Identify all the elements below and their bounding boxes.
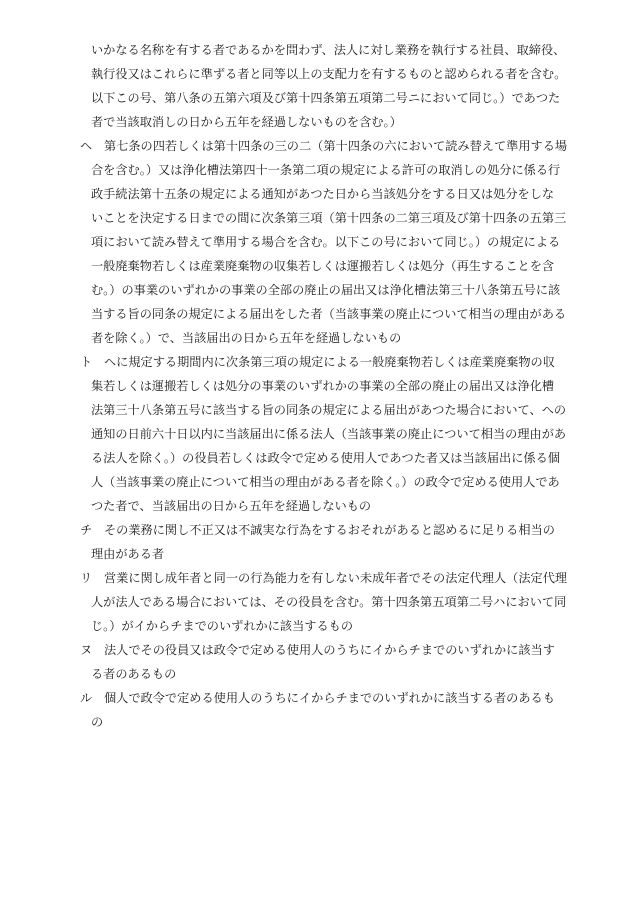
item-line: 通知の日前六十日以内に当該届出に係る法人（当該事業の廃止について相当の理由があ [91, 427, 567, 441]
item-line: る者のあるもの [91, 667, 177, 681]
item-line: 一般廃棄物若しくは産業廃棄物の収集若しくは運搬若しくは処分（再生することを含 [91, 259, 555, 273]
item-line: 人（当該事業の廃止について相当の理由がある者を除く。）の政令で定める使用人であ [91, 475, 560, 489]
continuation-line: いかなる名称を有する者であるかを問わず、法人に対し業務を執行する社員、取締役、 [91, 43, 566, 57]
item-line: つた者で、当該届出の日から五年を経過しないもの [91, 499, 372, 513]
continuation-line: 執行役又はこれらに準ずる者と同等以上の支配力を有するものと認められる者を含む。 [91, 67, 567, 81]
item-line: る法人を除く。）の役員若しくは政令で定める使用人であつた者又は当該届出に係る個 [91, 451, 560, 465]
item-marker: チ [80, 523, 93, 537]
item-line: の [91, 715, 104, 729]
item-marker: ル [80, 691, 93, 705]
item-line: 項において読み替えて準用する場合を含む。以下この号において同じ。）の規定による [91, 235, 561, 249]
item-line: 人が法人である場合においては、その役員を含む。第十四条第五項第二号ハにおいて同 [91, 595, 567, 609]
item-line: 法人でその役員又は政令で定める使用人のうちにイからチまでのいずれかに該当す [104, 643, 555, 657]
item-line: 合を含む。）又は浄化槽法第四十一条第二項の規定による許可の取消しの処分に係る行 [91, 163, 561, 177]
item-line: じ。）がイからチまでのいずれかに該当するもの [91, 619, 354, 633]
item-line: 法第三十八条第五号に該当する旨の同条の規定による届出があつた場合において、ヘの [91, 403, 567, 417]
item-line: いことを決定する日までの間に次条第三項（第十四条の二第三項及び第十四条の五第三 [91, 211, 567, 225]
item-line: 個人で政令で定める使用人のうちにイからチまでのいずれかに該当する者のあるも [104, 691, 555, 705]
continuation-line: 者で当該取消しの日から五年を経過しないものを含む。） [91, 115, 402, 129]
item-marker: ヌ [80, 643, 93, 657]
item-marker: ト [80, 355, 93, 369]
item-line: む。）の事業のいずれかの事業の全部の廃止の届出又は浄化槽法第三十八条第五号に該 [91, 283, 561, 297]
item-line: 営業に関し成年者と同一の行為能力を有しない未成年者でその法定代理人（法定代理 [104, 571, 568, 585]
item-marker: ヘ [80, 139, 93, 153]
item-line: その業務に関し不正又は不誠実な行為をするおそれがあると認めるに足りる相当の [104, 523, 555, 537]
item-line: 集若しくは運搬若しくは処分の事業のいずれかの事業の全部の廃止の届出又は浄化槽 [91, 379, 555, 393]
continuation-line: 以下この号、第八条の五第六項及び第十四条第五項第二号ニにおいて同じ。）であつた [91, 91, 561, 105]
item-line: 第七条の四若しくは第十四条の三の二（第十四条の六において読み替えて準用する場 [104, 139, 568, 153]
item-line: 理由がある者 [91, 547, 165, 561]
item-line: 者を除く。）で、当該届出の日から五年を経過しないもの [91, 331, 402, 345]
item-marker: リ [80, 571, 93, 585]
item-line: 政手続法第十五条の規定による通知があつた日から当該処分をする日又は処分をしな [91, 187, 555, 201]
item-line: 当する旨の同条の規定による届出をした者（当該事業の廃止について相当の理由がある [91, 307, 567, 321]
item-line: ヘに規定する期間内に次条第三項の規定による一般廃棄物若しくは産業廃棄物の収 [104, 355, 555, 369]
